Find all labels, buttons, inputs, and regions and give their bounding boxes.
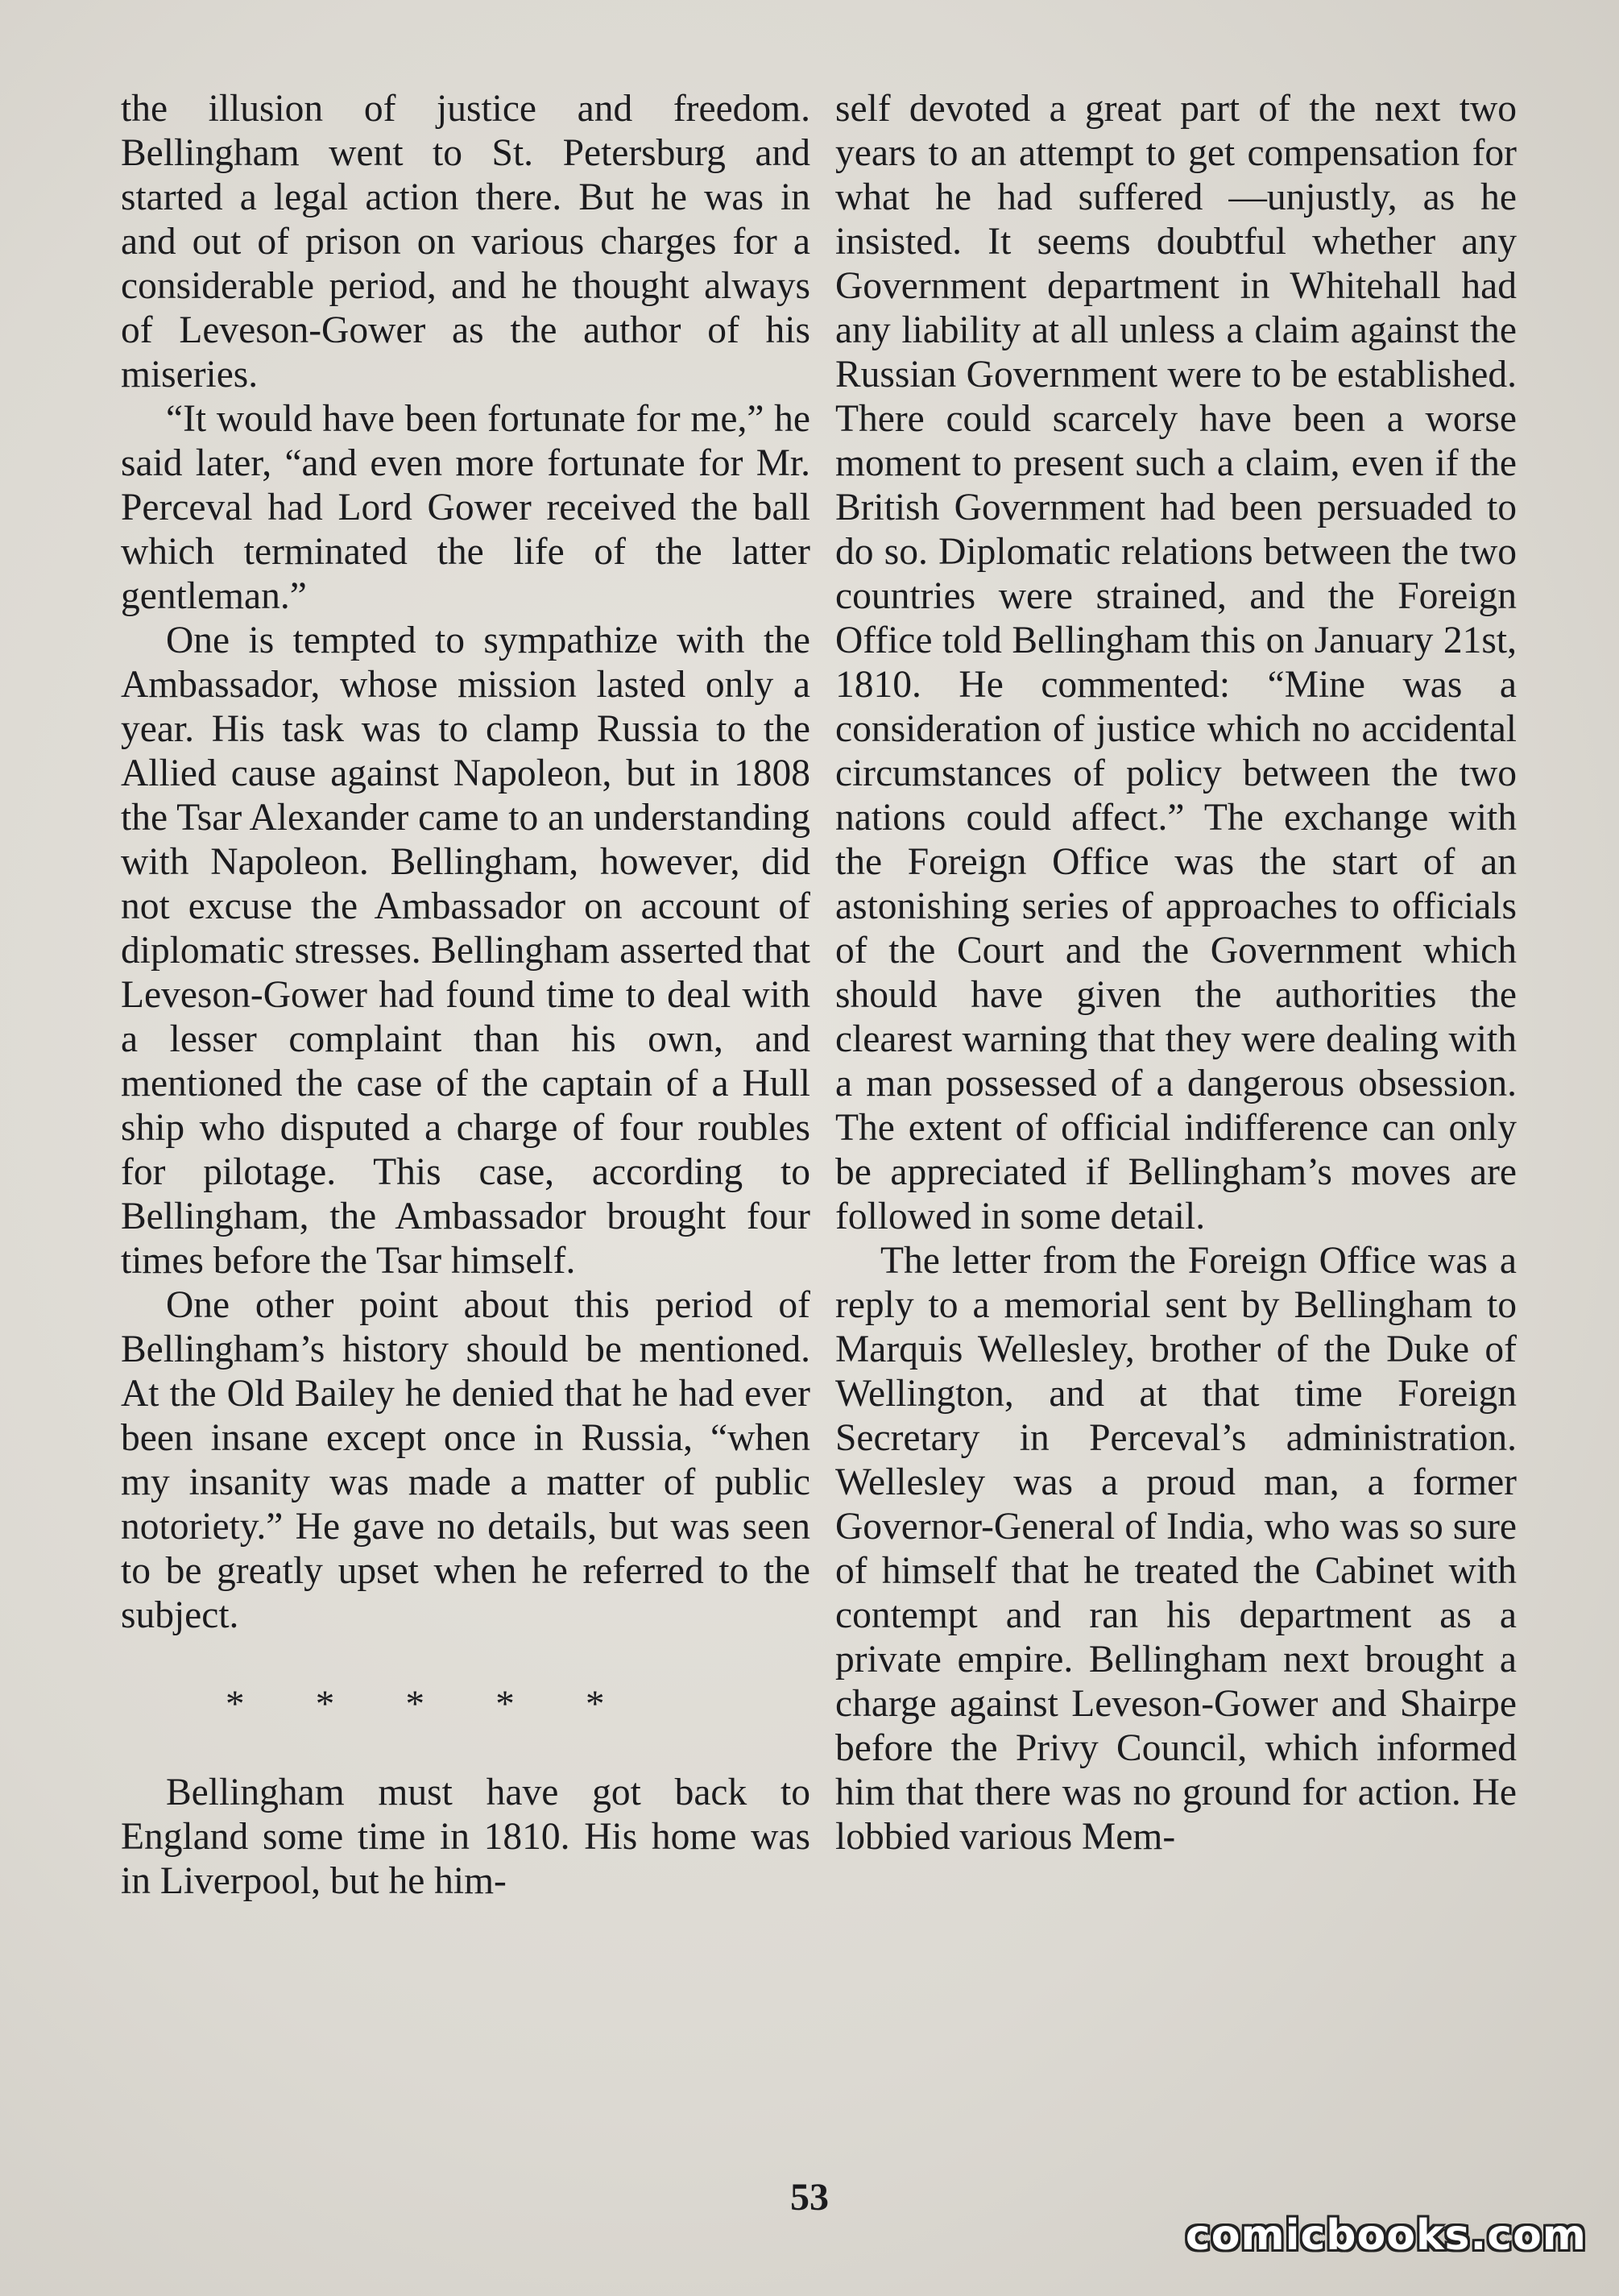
left-text-column [121, 87, 810, 1904]
paragraph: the illusion of justice and freedom. Bellingham went to St. Petersburg and started a legal action there. But he was in and out of prison on various charges for a considerable period, and he thought always of Leveson-Gower as the author of his miseries. [121, 88, 810, 396]
paragraph: Bellingham must have got back to England some time in 1810. His home was in Liverpool, but he him- [121, 1772, 810, 1902]
asterisk: * [495, 1683, 515, 1725]
paragraph: One is tempted to sympathize with the Ambassador, whose mission lasted only a year. His task was to clamp Russia to the Allied cause against Napoleon, but in 1808 the Tsar Alexander came to an understanding with Napoleon. Bellingham, however, did not excuse the Ambassador on account of diplomatic stresses. Bellingham asserted that Leveson-Gower had found time to deal with a lesser complaint than his own, and mentioned the case of the captain of a Hull ship who disputed a charge of four roubles for pilotage. This case, according to Bellingham, the Ambassador brought four times before the Tsar himself. [121, 620, 810, 1282]
asterisk: * [315, 1683, 335, 1725]
asterisk: * [226, 1683, 245, 1725]
paragraph: self devoted a great part of the next two years to an attempt to get compensation for what he had suffered —unjustly, as he insisted. It seems doubtful whether any Government department in Whitehall had any liability at all unless a claim against the Russian Government were to be established. There could scarcely have been a worse moment to present such a claim, even if the British Government had been persuaded to do so. Diplomatic relations between the two countries were strained, and the Foreign Office told Bellingham this on January 21st, 1810. He commented: “Mine was a consideration of justice which no accidental circumstances of policy between the two nations could affect.” The exchange with the Foreign Office was the start of an astonishing series of approaches to officials of the Court and the Government which should have given the authorities the clearest warning that they were dealing with a man possessed of a dangerous obsession. The extent of official indifference can only be appreciated if Bellingham’s moves are followed in some detail. [835, 88, 1517, 1237]
paragraph: One other point about this period of Bellingham’s history should be mentioned. At the Old Bailey he denied that he had ever been insane except once in Russia, “when my insanity was made a matter of public notoriety.” He gave no details, but was seen to be greatly upset when he referred to the subject. [121, 1284, 810, 1636]
asterisk: * [405, 1683, 424, 1725]
paragraph: The letter from the Foreign Office was a reply to a memorial sent by Bellingham to Marquis Wellesley, brother of the Duke of Wellington, and at that time Foreign Secretary in Perceval’s administration. Wellesley was a proud man, a former Governor-General of India, who was so sure of himself that he treated the Cabinet with contempt and ran his department as a private empire. Bellingham next brought a charge against Leveson-Gower and Shairpe before the Privy Council, which informed him that there was no ground for action. He lobbied various Mem- [835, 1240, 1517, 1858]
section-separator [121, 1682, 810, 1726]
page-number: 53 [790, 2176, 829, 2219]
right-text-column [835, 87, 1517, 1859]
watermark-logo: comicbooks.com [1185, 2211, 1587, 2260]
asterisk: * [586, 1683, 605, 1725]
paragraph: “It would have been fortunate for me,” he said later, “and even more fortunate for Mr. Perceval had Lord Gower received the ball which terminated the life of the latter gentleman.” [121, 398, 810, 617]
